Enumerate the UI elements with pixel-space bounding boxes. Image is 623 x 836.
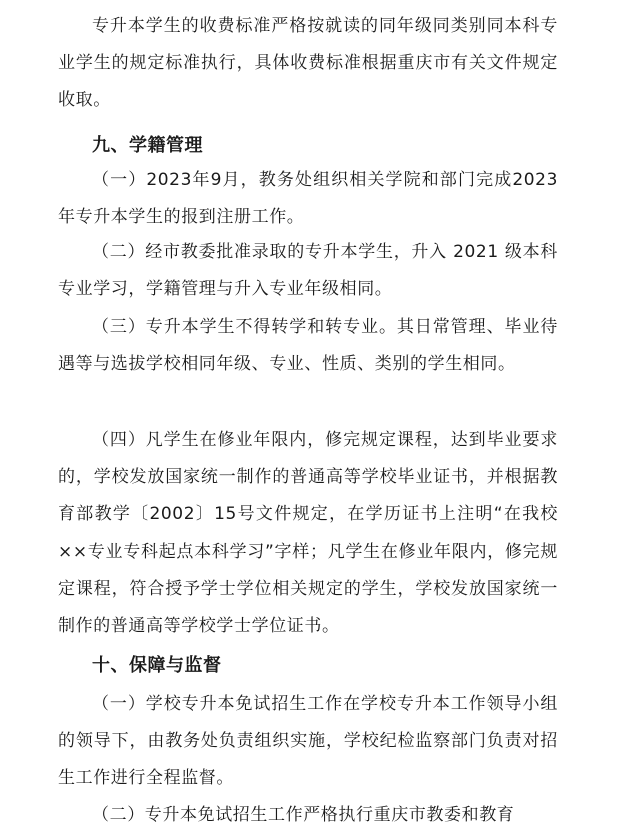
fee-standard-paragraph: 专升本学生的收费标准严格按就读的同年级同类别同本科专业学生的规定标准执行，具体收费标准根据重庆市有关文件规定收取。 — [58, 16, 558, 111]
supervision-item-2: （二）专升本免试招生工作严格执行重庆市教委和教育 — [92, 805, 515, 825]
section-heading-supervision: 十、保障与监督 — [92, 655, 222, 676]
enrollment-item-3: （三）专升本学生不得转学和转专业。其日常管理、毕业待遇等与选拔学校相同年级、专业、性质、类别的学生相同。 — [58, 317, 558, 375]
section-heading-enrollment: 九、学籍管理 — [92, 135, 203, 156]
supervision-item-1: （一）学校专升本免试招生工作在学校专升本工作领导小组的领导下，由教务处负责组织实施，学校纪检监察部门负责对招生工作进行全程监督。 — [58, 694, 558, 789]
enrollment-item-4: （四）凡学生在修业年限内，修完规定课程，达到毕业要求的，学校发放国家统一制作的普通高等学校毕业证书，并根据教育部教学〔2002〕15号文件规定，在学历证书上注明“在我校××专业专科起点本科学习”字样；凡学生在修业年限内，修完规定课程，符合授予学士学位相关规定的学生，学校发放国家统一制作的普通高等学校学士学位证书。 — [58, 430, 558, 637]
enrollment-item-1: （一）2023年9月，教务处组织相关学院和部门完成2023年专升本学生的报到注册工作。 — [58, 170, 558, 228]
enrollment-item-2: （二）经市教委批准录取的专升本学生，升入 2021 级本科专业学习，学籍管理与升入专业年级相同。 — [58, 242, 558, 300]
